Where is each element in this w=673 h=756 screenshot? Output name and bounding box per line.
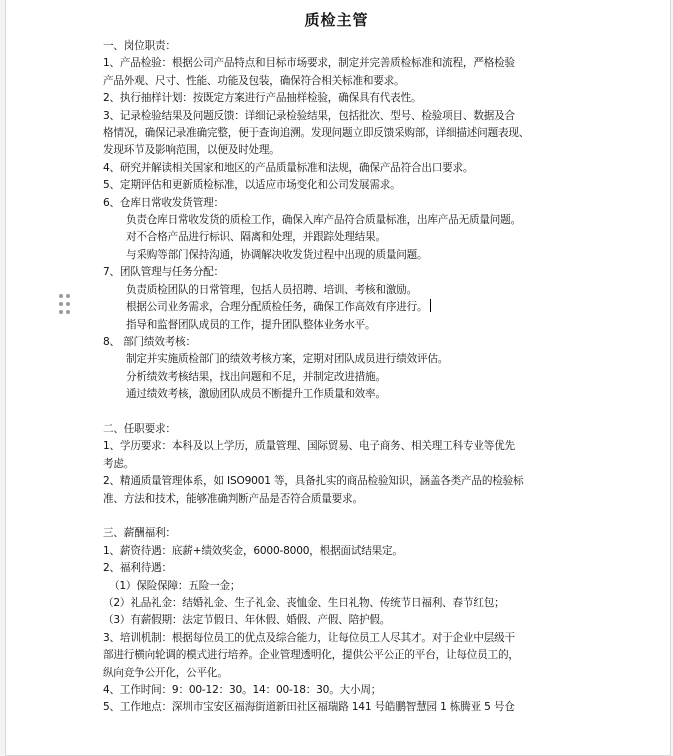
section-heading: 一、岗位职责： (103, 40, 176, 52)
paragraph-line: 1、薪资待遇：底薪+绩效奖金，6000-8000，根据面试结果定。 (103, 544, 403, 557)
paragraph-line: 2、执行抽样计划：按既定方案进行产品抽样检验，确保具有代表性。 (103, 92, 422, 105)
page-title: 质检主管 (304, 11, 369, 29)
paragraph-line: 1、产品检验：根据公司产品特点和目标市场要求，制定并完善质检标准和流程，严格检验 (103, 57, 515, 70)
paragraph-line: 格情况，确保记录准确完整，便于查询追溯。发现问题立即反馈采购部，详细描述问题表现、 (103, 127, 530, 140)
paragraph-line: 2、福利待遇： (103, 562, 172, 575)
paragraph-line: 产品外观、尺寸、性能、功能及包装，确保符合相关标准和要求。 (103, 74, 405, 87)
paragraph-line-with-cursor (103, 299, 575, 316)
paragraph-line: （1）保险保障：五险一金； (109, 579, 241, 592)
paragraph-line: 通过绩效考核，激励团队成员不断提升工作质量和效率。 (126, 388, 386, 401)
paragraph-line: （3）有薪假期：法定节假日、年休假、婚假、产假、陪护假。 (103, 614, 391, 627)
paragraph-line: 部进行横向轮调的模式进行培养。企业管理透明化，提供公平公正的平台，让每位员工的， (103, 649, 519, 662)
paragraph-line: 负责质检团队的日常管理，包括人员招聘、培训、考核和激励。 (126, 283, 418, 296)
paragraph-line: 对不合格产品进行标识、隔离和处理，并跟踪处理结果。 (126, 231, 386, 244)
paragraph-line: 3、记录检验结果及问题反馈：详细记录检验结果，包括批次、型号、检验项目、数据及合 (103, 109, 515, 122)
paragraph-line: 根据公司业务需求，合理分配质检任务，确保工作高效有序进行。 (126, 301, 428, 314)
paragraph-line: 5、工作地点：深圳市宝安区福海街道新田社区福瑞路 141 号皓鹏智慧园 1 栋腾亚 5 号仓 (103, 701, 515, 714)
paragraph-line: 制定并实施质检部门的绩效考核方案，定期对团队成员进行绩效评估。 (126, 353, 449, 366)
paragraph-line: 2、精通质量管理体系，如 ISO9001 等，具备扎实的商品检验知识，涵盖各类产品的检验标 (103, 475, 524, 488)
paragraph-line: 7、团队管理与任务分配： (103, 266, 224, 279)
paragraph-line: （2）礼品礼金：结婚礼金、生子礼金、丧恤金、生日礼物、传统节日福利、春节红包； (103, 596, 505, 609)
text-cursor (430, 299, 431, 312)
paragraph-line: 考虑。 (103, 457, 135, 470)
paragraph-line: 纵向竞争公开化，公平化。 (103, 666, 228, 679)
paragraph-line: 准、方法和技术，能够准确判断产品是否符合质量要求。 (103, 492, 363, 505)
section-heading: 二、任职要求： (103, 422, 176, 435)
paragraph-line: 与采购等部门保持沟通，协调解决收发货过程中出现的质量问题。 (126, 248, 428, 261)
paragraph-line: 1、学历要求：本科及以上学历，质量管理、国际贸易、电子商务、相关理工科专业等优先 (103, 440, 515, 453)
paragraph-line: 8、 部门绩效考核： (103, 335, 196, 348)
paragraph-line: 指导和监督团队成员的工作，提升团队整体业务水平。 (126, 318, 376, 331)
paragraph-line: 负责仓库日常收发货的质检工作，确保入库产品符合质量标准，出库产品无质量问题。 (126, 214, 521, 227)
paragraph-line: 分析绩效考核结果，找出问题和不足，并制定改进措施。 (126, 370, 386, 383)
section-heading: 三、薪酬福利： (103, 527, 176, 540)
drag-handle-icon[interactable] (59, 294, 71, 316)
paragraph-line: 4、研究并解读相关国家和地区的产品质量标准和法规，确保产品符合出口要求。 (103, 161, 474, 174)
document-body[interactable] (103, 38, 575, 717)
paragraph-line: 3、培训机制：根据每位员工的优点及综合能力，让每位员工人尽其才。对于企业中层级干 (103, 631, 515, 644)
paragraph-line: 4、工作时间：9：00-12：30。14：00-18：30。大小周； (103, 684, 382, 696)
paragraph-line: 5、定期评估和更新质检标准，以适应市场变化和公司发展需求。 (103, 179, 401, 192)
paragraph-line: 6、仓库日常收发货管理： (103, 196, 224, 209)
paragraph-line: 发现环节及影响范围，以便及时处理。 (103, 144, 280, 157)
